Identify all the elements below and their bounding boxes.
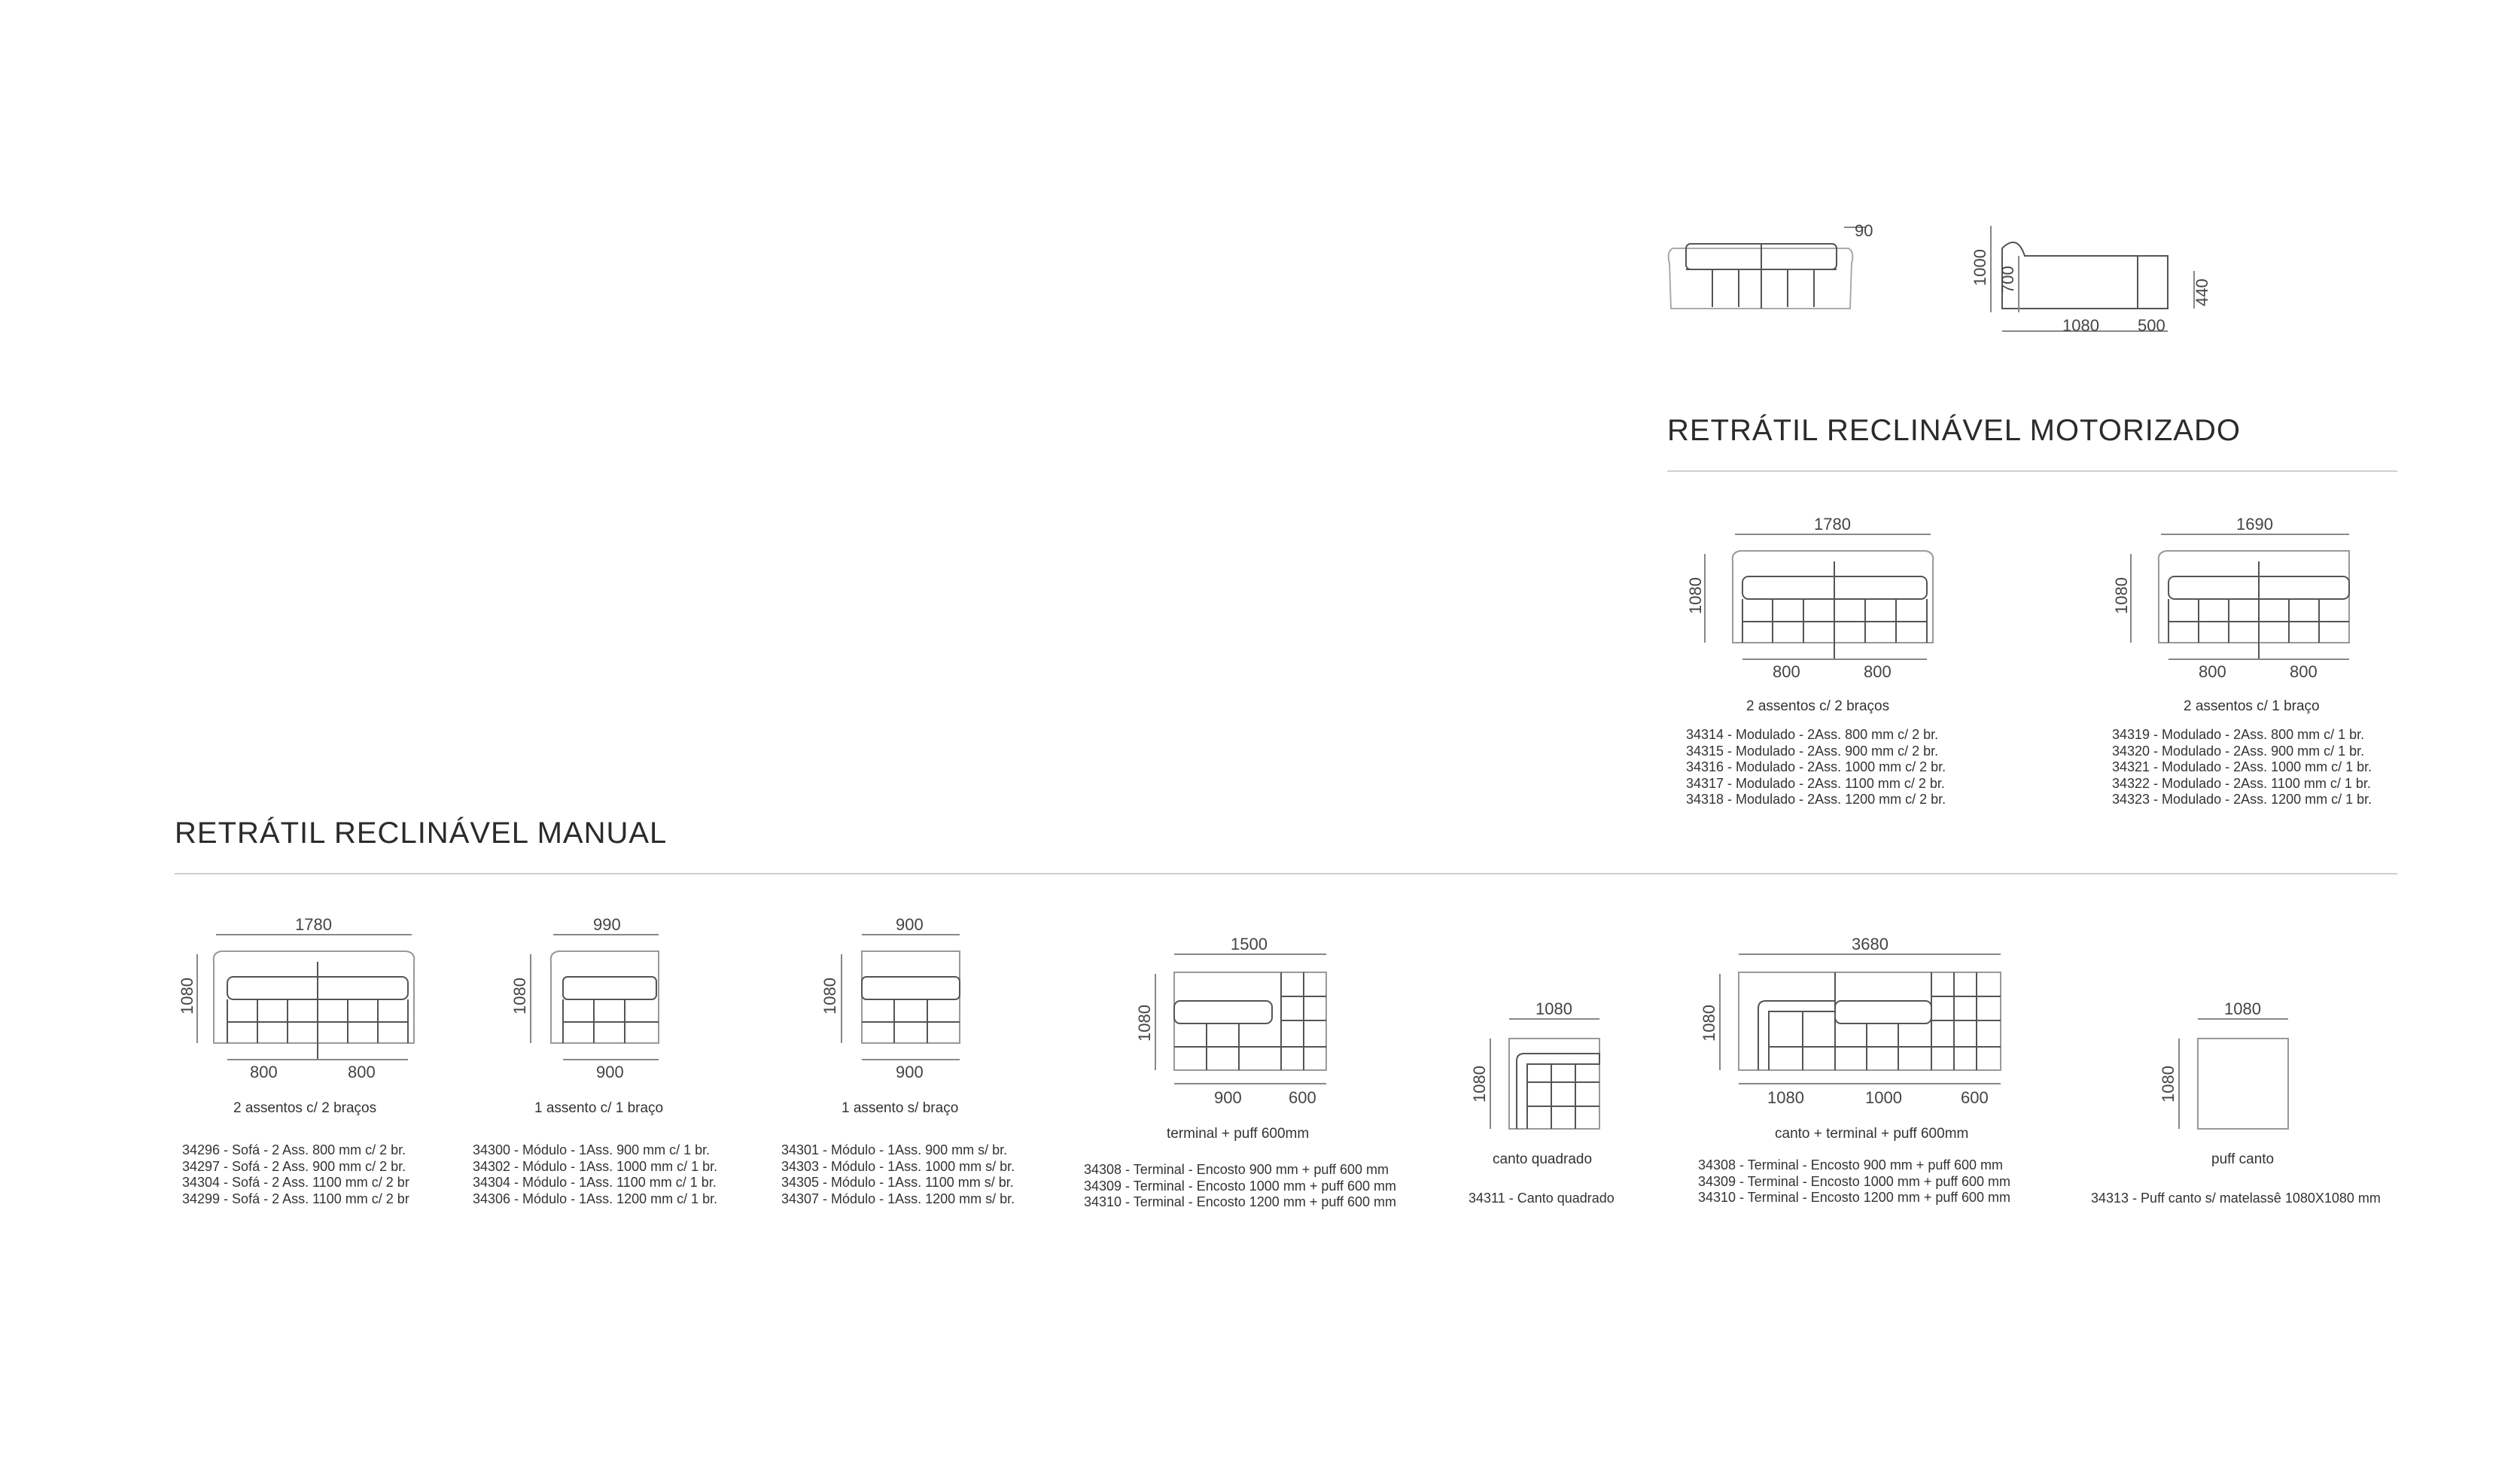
item-caption: 2 assentos c/ 2 braços	[233, 1100, 377, 1116]
code-line: 34304 - Sofá - 2 Ass. 1100 mm c/ 2 br	[182, 1175, 409, 1190]
dim-width: 900	[896, 915, 924, 934]
code-line: 34302 - Módulo - 1Ass. 1000 mm c/ 1 br.	[473, 1158, 718, 1174]
side-height-back: 700	[1998, 266, 2017, 293]
item-caption: canto quadrado	[1493, 1151, 1593, 1167]
code-line: 34296 - Sofá - 2 Ass. 800 mm c/ 2 br.	[182, 1142, 406, 1157]
code-list	[1084, 1162, 1430, 1211]
code-line: 34321 - Modulado - 2Ass. 1000 mm c/ 1 br.	[2112, 759, 2372, 774]
dim-width: 1780	[295, 915, 332, 934]
code-line: 34320 - Modulado - 2Ass. 900 mm c/ 1 br.	[2112, 743, 2365, 759]
dim-seat-a: 900	[896, 1063, 924, 1081]
code-line: 34309 - Terminal - Encosto 1000 mm + puff 600 mm	[1698, 1173, 2011, 1189]
code-line: 34315 - Modulado - 2Ass. 900 mm c/ 2 br.	[1686, 743, 1939, 759]
code-line: 34299 - Sofá - 2 Ass. 1100 mm c/ 2 br	[182, 1191, 409, 1206]
dim-seat-a: 900	[596, 1063, 624, 1081]
code-line: 34300 - Módulo - 1Ass. 900 mm c/ 1 br.	[473, 1142, 711, 1157]
code-line: 34305 - Módulo - 1Ass. 1100 mm s/ br.	[781, 1175, 1014, 1190]
sofa-top-view	[813, 917, 994, 1082]
dim-width: 990	[593, 915, 621, 934]
dim-width: 1690	[2236, 515, 2273, 534]
code-line: 34304 - Módulo - 1Ass. 1100 mm c/ 1 br.	[473, 1175, 717, 1190]
dim-seat-b: 800	[2290, 662, 2318, 681]
dim-depth: 1080	[1135, 1005, 1154, 1042]
item-caption: canto + terminal + puff 600mm	[1775, 1126, 1969, 1142]
sofa-top-view	[1464, 1001, 1615, 1144]
dim-width: 1080	[1535, 999, 1572, 1018]
item-caption: 1 assento s/ braço	[842, 1100, 959, 1116]
dim-seat-c: 600	[1961, 1088, 1989, 1107]
code-line: 34308 - Terminal - Encosto 900 mm + puff 600 mm	[1084, 1162, 1389, 1177]
dim-seat-b: 1000	[1865, 1088, 1902, 1107]
section-title-manual: RETRÁTIL RECLINÁVEL MANUAL	[175, 817, 668, 850]
code-line: 34301 - Módulo - 1Ass. 900 mm s/ br.	[781, 1142, 1008, 1157]
side-extension: 500	[2138, 316, 2165, 335]
sofa-side-elevation	[1972, 218, 2213, 346]
sofa-top-view	[175, 917, 431, 1082]
code-list	[781, 1142, 1037, 1207]
code-line: 34319 - Modulado - 2Ass. 800 mm c/ 1 br.	[2112, 727, 2365, 742]
code-list	[1686, 727, 1980, 808]
code-line: 34303 - Módulo - 1Ass. 1000 mm s/ br.	[781, 1158, 1015, 1174]
code-line: 34310 - Terminal - Encosto 1200 mm + puff 600 mm	[1084, 1194, 1397, 1209]
code-line: 34323 - Modulado - 2Ass. 1200 mm c/ 1 br.	[2112, 792, 2372, 807]
section-divider-manual	[175, 873, 2397, 874]
dim-depth: 1080	[178, 978, 196, 1014]
dim-depth: 1080	[820, 978, 839, 1014]
dim-seat-a: 800	[1773, 662, 1800, 681]
dim-seat-a: 900	[1214, 1088, 1242, 1107]
code-line: 34314 - Modulado - 2Ass. 800 mm c/ 2 br.	[1686, 727, 1939, 742]
code-list	[1468, 1191, 1649, 1207]
sofa-top-view	[2153, 1001, 2303, 1144]
dim-depth: 1080	[2112, 577, 2131, 614]
dim-depth: 1080	[1686, 577, 1705, 614]
dim-depth: 1080	[510, 978, 529, 1014]
code-line: 34307 - Módulo - 1Ass. 1200 mm s/ br.	[781, 1191, 1015, 1206]
dim-seat-b: 600	[1289, 1088, 1316, 1107]
dim-seat-b: 800	[348, 1063, 376, 1081]
sofa-top-view	[504, 917, 685, 1082]
sofa-top-view	[1694, 936, 2025, 1109]
dim-seat-a: 800	[250, 1063, 278, 1081]
code-list	[2112, 727, 2398, 808]
front-dim-label: 90	[1855, 221, 1873, 240]
code-list	[1698, 1157, 2044, 1206]
side-seat-height: 440	[2193, 278, 2211, 306]
dim-width: 3680	[1852, 935, 1888, 953]
dim-depth: 1080	[2159, 1066, 2178, 1103]
dim-width: 1780	[1814, 515, 1851, 534]
item-caption: 2 assentos c/ 2 braços	[1746, 698, 1890, 714]
side-height-total: 1000	[1971, 249, 1989, 286]
section-title-motorized: RETRÁTIL RECLINÁVEL MOTORIZADO	[1667, 414, 2241, 447]
code-line: 34316 - Modulado - 2Ass. 1000 mm c/ 2 br.	[1686, 759, 1946, 774]
code-line: 34306 - Módulo - 1Ass. 1200 mm c/ 1 br.	[473, 1191, 718, 1206]
code-line: 34322 - Modulado - 2Ass. 1100 mm c/ 1 br.	[2112, 775, 2371, 791]
code-line: 34313 - Puff canto s/ matelassê 1080X1080 mm	[2091, 1191, 2381, 1206]
item-caption: 1 assento c/ 1 braço	[534, 1100, 664, 1116]
item-caption: terminal + puff 600mm	[1167, 1126, 1310, 1142]
dim-depth: 1080	[1470, 1066, 1489, 1103]
code-line: 34318 - Modulado - 2Ass. 1200 mm c/ 2 br.	[1686, 792, 1946, 807]
dim-width: 1080	[2224, 999, 2261, 1018]
code-line: 34317 - Modulado - 2Ass. 1100 mm c/ 2 br.	[1686, 775, 1945, 791]
sofa-front-elevation	[1663, 218, 1889, 324]
item-caption: puff canto	[2211, 1151, 2275, 1167]
dim-seat-b: 800	[1864, 662, 1892, 681]
dim-depth: 1080	[1700, 1005, 1718, 1042]
dim-seat-a: 1080	[1767, 1088, 1804, 1107]
code-list	[182, 1142, 431, 1207]
side-depth: 1080	[2062, 316, 2099, 335]
code-line: 34308 - Terminal - Encosto 900 mm + puff 600 mm	[1698, 1157, 2004, 1172]
sofa-top-view	[1686, 516, 1957, 682]
code-line: 34309 - Terminal - Encosto 1000 mm + puff 600 mm	[1084, 1178, 1397, 1194]
code-list	[2091, 1191, 2407, 1207]
code-line: 34311 - Canto quadrado	[1468, 1191, 1615, 1206]
code-line: 34310 - Terminal - Encosto 1200 mm + puff 600 mm	[1698, 1190, 2011, 1205]
code-list	[473, 1142, 744, 1207]
sofa-top-view	[2112, 516, 2383, 682]
item-caption: 2 assentos c/ 1 braço	[2184, 698, 2320, 714]
dim-width: 1500	[1231, 935, 1268, 953]
code-line: 34297 - Sofá - 2 Ass. 900 mm c/ 2 br.	[182, 1158, 406, 1174]
dim-seat-a: 800	[2199, 662, 2226, 681]
sofa-top-view	[1129, 936, 1355, 1109]
section-divider-motorized	[1667, 470, 2397, 472]
